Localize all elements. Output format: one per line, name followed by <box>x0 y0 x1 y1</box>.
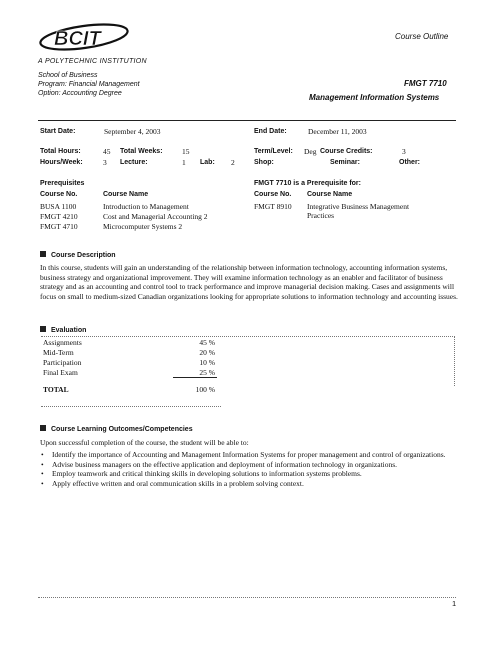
credits-label: Course Credits: <box>320 148 373 155</box>
evaluation-item: Mid-Term <box>43 347 74 357</box>
start-date-value: September 4, 2003 <box>104 127 161 136</box>
prereq-for-col-course-name: Course Name <box>307 191 353 198</box>
hours-week-value: 3 <box>103 158 107 167</box>
course-code: FMGT 7710 <box>404 79 447 88</box>
description-heading-text: Course Description <box>51 252 116 259</box>
evaluation-weight: 25 % <box>173 367 217 378</box>
footer-rule <box>38 597 456 598</box>
table-row <box>41 347 217 357</box>
prereq-col-course-name: Course Name <box>103 191 149 198</box>
section-bullet <box>40 326 46 332</box>
outcomes-heading-text: Course Learning Outcomes/Competencies <box>51 426 193 433</box>
list-item: • Employ teamwork and critical thinking skills in developing solutions to information systems problems. <box>52 469 472 479</box>
section-bullet <box>40 251 46 257</box>
evaluation-weight: 10 % <box>199 357 215 367</box>
seminar-label: Seminar: <box>330 159 360 166</box>
evaluation-right-border <box>454 336 455 386</box>
end-date-value: December 11, 2003 <box>308 127 367 136</box>
doc-type: Course Outline <box>395 32 449 41</box>
total-hours-label: Total Hours: <box>40 148 81 155</box>
term-label: Term/Level: <box>254 148 293 155</box>
evaluation-weight: 20 % <box>199 347 215 357</box>
prereq-for-heading: FMGT 7710 is a Prerequisite for: <box>254 180 361 187</box>
prereq-for-col-course-no: Course No. <box>254 191 292 198</box>
evaluation-heading <box>40 326 86 334</box>
end-date-label: End Date: <box>254 128 287 135</box>
outcomes-list <box>40 450 472 488</box>
lab-value: 2 <box>231 158 235 167</box>
table-row <box>41 367 217 378</box>
prereq-course-no: BUSA 1100 <box>40 202 77 211</box>
evaluation-item: Participation <box>43 357 82 367</box>
bcit-logo <box>38 20 130 54</box>
list-item: • Advise business managers on the effective application and deployment of information technology in organizations. <box>52 460 472 470</box>
total-weeks-value: 15 <box>182 147 190 156</box>
evaluation-total-value: 100 % <box>195 384 215 394</box>
evaluation-table <box>41 337 217 394</box>
prereq-for-course-name: Integrative Business Management <box>307 202 410 211</box>
prereq-for-course-name-cont: Practices <box>307 211 335 220</box>
table-row <box>41 337 217 347</box>
program-name: Program: Financial Management <box>38 81 140 88</box>
prereq-course-name: Microcomputer Systems 2 <box>103 222 183 231</box>
evaluation-total-label: TOTAL <box>43 384 69 394</box>
course-title: Management Information Systems <box>309 93 440 102</box>
start-date-label: Start Date: <box>40 128 76 135</box>
other-label: Other: <box>399 159 420 166</box>
description-text: In this course, students will gain an understanding of the relationship between information technology, accounting information systems, business strategy and organizational improvement. They will examine information technology as an enabler and facilitator of business strategy and as an accounting and control tool to track performance and improve managerial decision making. Cases and assignments will focus on small to medium-sized Canadian organizations looking for appropriate solutions to information technology and accounting issues. <box>40 263 458 301</box>
prereq-course-no: FMGT 4710 <box>40 222 78 231</box>
hours-week-label: Hours/Week: <box>40 159 83 166</box>
outcomes-heading <box>40 425 193 433</box>
prereq-course-name: Introduction to Management <box>103 202 189 211</box>
lecture-value: 1 <box>182 158 186 167</box>
prereq-course-no: FMGT 4210 <box>40 212 78 221</box>
list-item: • Identify the importance of Accounting and Management Information Systems for proper management and control of organizations. <box>52 450 472 460</box>
evaluation-item: Final Exam <box>43 367 78 377</box>
prereq-course-name: Cost and Managerial Accounting 2 <box>103 212 208 221</box>
prereq-heading: Prerequisites <box>40 180 85 187</box>
description-heading <box>40 251 116 259</box>
evaluation-heading-text: Evaluation <box>51 327 87 334</box>
evaluation-weight: 45 % <box>199 337 215 347</box>
shop-label: Shop: <box>254 159 274 166</box>
outcomes-intro: Upon successful completion of the course, the student will be able to: <box>40 438 249 447</box>
table-row <box>41 357 217 367</box>
institute-tagline: A POLYTECHNIC INSTITUTION <box>38 58 147 65</box>
prereq-col-course-no: Course No. <box>40 191 78 198</box>
credits-value: 3 <box>402 147 406 156</box>
total-weeks-label: Total Weeks: <box>120 148 163 155</box>
school-name: School of Business <box>38 72 98 79</box>
logo-text: BCIT <box>54 28 101 50</box>
prereq-for-course-no: FMGT 8910 <box>254 202 292 211</box>
term-value: Deg <box>304 147 317 156</box>
list-item: • Apply effective written and oral communication skills in a problem solving context. <box>52 479 472 489</box>
option-name: Option: Accounting Degree <box>38 90 122 97</box>
lecture-label: Lecture: <box>120 159 148 166</box>
page-number: 1 <box>452 599 457 608</box>
table-row <box>41 384 217 394</box>
section-bullet <box>40 425 46 431</box>
total-hours-value: 45 <box>103 147 111 156</box>
header-divider <box>38 120 456 121</box>
evaluation-item: Assignments <box>43 337 82 347</box>
evaluation-bottom-rule <box>41 406 221 407</box>
lab-label: Lab: <box>200 159 215 166</box>
